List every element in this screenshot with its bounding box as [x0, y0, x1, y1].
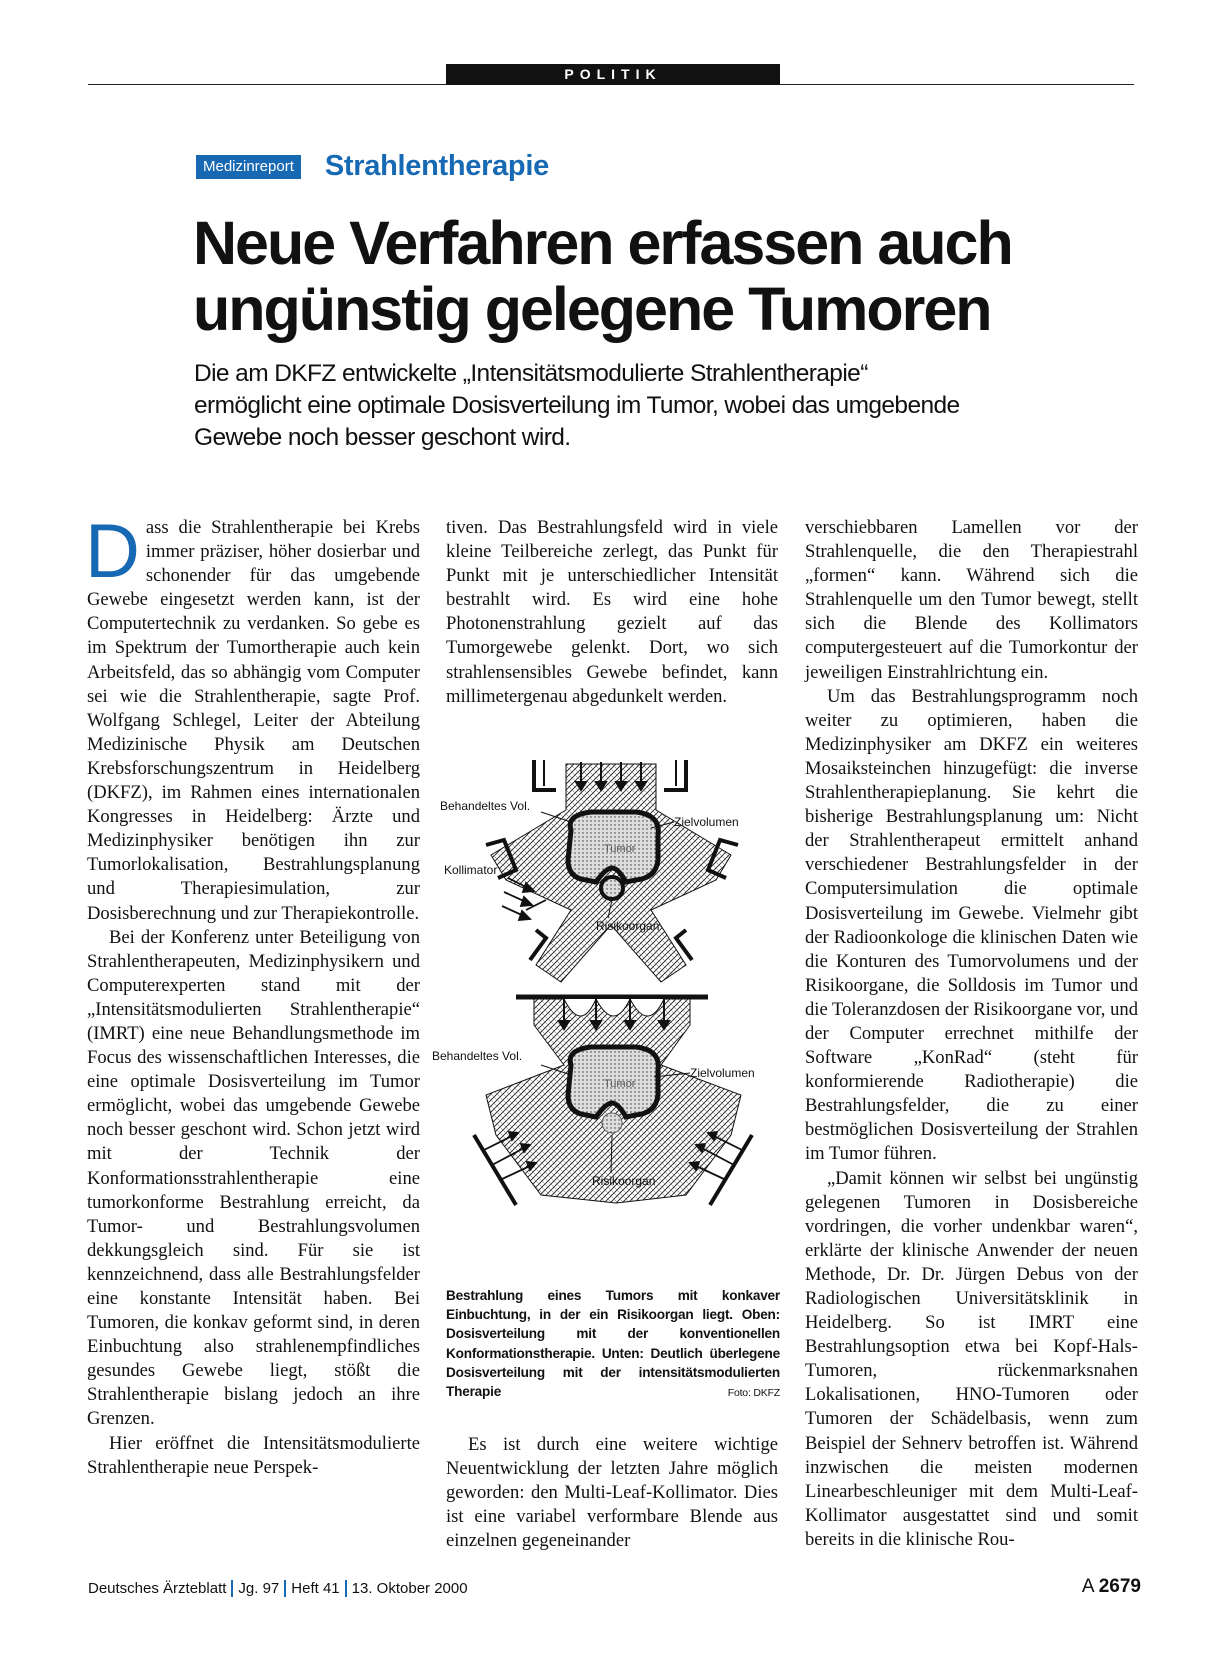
label-risiko-top: Risikoorgan	[596, 919, 660, 933]
article-headline	[193, 210, 1153, 342]
kicker-badge: Medizinreport	[196, 155, 301, 179]
paragraph: Es ist durch eine weitere wichtige Neuentwicklung der letzten Jahre möglich geworden: den Multi-Leaf-Kollimator. Dies ist eine variabel verformbare Blende aus einzelnen gegeneinander	[446, 1434, 778, 1552]
body-column-2-continued	[446, 1433, 778, 1553]
kicker	[196, 150, 549, 183]
page-number-value: 2679	[1098, 1576, 1141, 1597]
footer-separator	[231, 1580, 233, 1597]
label-tumor-bottom: Tumor	[604, 1078, 636, 1090]
page-prefix: A	[1081, 1576, 1094, 1597]
figure-caption	[446, 1286, 780, 1403]
photo-credit: Foto: DKFZ	[727, 1387, 780, 1400]
page-footer	[88, 1580, 468, 1597]
label-tumor-top: Tumor	[604, 843, 636, 855]
article-lead	[194, 358, 1094, 454]
lead-line-3: Gewebe noch besser geschont wird.	[194, 424, 571, 451]
drop-cap: D	[85, 509, 140, 594]
figure-diagram	[432, 760, 780, 1270]
label-behandelt-bottom: Behandeltes Vol.	[432, 1049, 523, 1063]
journal-name: Deutsches Ärzteblatt	[88, 1580, 227, 1597]
paragraph: tiven. Das Bestrahlungsfeld wird in viele kleine Teilbereiche zerlegt, das Punkt für Punkt mit je unterschiedlicher Intensität bestrahlt wird. Es wird eine hohe Photonenstrahlung gezielt auf das Tumorgewebe gelenkt. Dort, wo sich strahlensensibles Gewebe befindet, kann millimetergenau abgedunkelt werden.	[446, 517, 778, 707]
journal-volume: Jg. 97	[238, 1580, 280, 1597]
label-behandelt-top: Behandeltes Vol.	[440, 799, 531, 813]
footer-separator	[284, 1580, 286, 1597]
journal-date: 13. Oktober 2000	[351, 1580, 468, 1597]
paragraph: „Damit können wir selbst bei ungünstig gelegenen Tumoren in Dosisbereiche vordringen, die vorher undenkbar waren“, erklärte der klinische Anwender der neuen Methode, Dr. Dr. Jürgen Debus von der Radiologischen Universitätsklinik in Heidelberg. So ist IMRT eine Bestrahlungsoption etwa bei Kopf-Hals-Tumoren, rückenmarksnahen Lokalisationen, HNO-Tumoren oder Tumoren der Schädelbasis, wenn zum Beispiel der Sehnerv betroffen ist. Während inzwischen die meisten modernen Linearbeschleuniger mit dem Multi-Leaf-Kollimator ausgestattet sind und somit bereits in die klinische Rou-	[805, 1167, 1138, 1550]
paragraph: Hier eröffnet die Intensitätsmodulierte Strahlentherapie neue Perspek-	[87, 1432, 420, 1478]
footer-separator	[345, 1580, 347, 1597]
caption-text: Bestrahlung eines Tumors mit konkaver Einbuchtung, in der ein Risikoorgan liegt. Oben: Dosisverteilung mit der konventionellen Konformationstherapie. Unten: Deutlich überlegene Dosisverteilung mit der intensitätsmodulierten Therapie	[446, 1288, 780, 1400]
label-ziel-bottom: Zielvolumen	[690, 1066, 755, 1080]
diagram-top	[440, 760, 739, 982]
paragraph	[85, 509, 420, 926]
section-label: POLITIK	[446, 64, 780, 85]
paragraph: Um das Bestrahlungsprogramm noch weiter zu optimieren, haben die Medizinphysiker am DKFZ ein weiteres Mosaiksteinchen hinzugefügt: die inverse Strahlentherapieplanung. Sie kehrt die bisherige Bestrahlungsplanung um: Nicht der Strahlentherapeut ermittelt anhand verschiedener Bestrahlungsfelder in der Computersimulation die optimale Dosisverteilung im Gewebe. Vielmehr gibt der Radioonkologe die klinischen Daten wie die Konturen des Tumorvolumens und der Risikoorgane, die Solldosis im Tumor und die Toleranzdosen der Risikoorgane vor, und der Computer errechnet mithilfe der Software „KonRad“ (steht für konformierende Radiotherapie) die Bestrahlungsfelder, die zu einer bestmöglichen Dosisverteilung der Strahlen im Tumor führen.	[805, 685, 1138, 1165]
body-column-2	[446, 516, 778, 709]
label-risiko-bottom: Risikoorgan	[592, 1174, 656, 1188]
label-ziel-top: Zielvolumen	[674, 815, 739, 829]
headline-line-2: ungünstig gelegene Tumoren	[193, 275, 991, 343]
radiation-diagram	[432, 760, 780, 1270]
lead-line-1: Die am DKFZ entwickelte „Intensitätsmodulierte Strahlentherapie“	[194, 360, 868, 387]
kicker-title: Strahlentherapie	[324, 150, 549, 182]
diagram-bottom	[432, 997, 755, 1205]
label-kollimator: Kollimator	[444, 863, 498, 877]
paragraph: Bei der Konferenz unter Beteiligung von Strahlentherapeuten, Medizinphysikern und Computerexperten stand mit der „Intensitätsmodulierten Strahlentherapie“ (IMRT) eine neue Behandlungsmethode im Focus des wissenschaftlichen Interesses, die eine optimale Dosisverteilung im Tumor ermöglicht, wobei das umgebende Gewebe noch besser geschont wird. Schon jetzt wird mit der Technik der Konformationsstrahlentherapie eine tumorkonforme Bestrahlung erreicht, da Tumor- und Bestrahlungsvolumen dekkungsgleich sind. Für sie ist kennzeichnend, dass alle Bestrahlungsfelder eine konstante Intensität haben. Bei Tumoren, die konkav geformt sind, in deren Einbuchtung also strahlenempfindliches gesundes Gewebe liegt, stößt die Strahlentherapie bislang jedoch an ihre Grenzen.	[87, 926, 420, 1430]
paragraph: verschiebbaren Lamellen vor der Strahlenquelle, die den Therapiestrahl „formen“ kann. Während sich die Strahlenquelle um den Tumor bewegt, stellt sich die Blende des Kollimators computergesteuert auf die Tumorkontur der jeweiligen Einstrahlrichtung ein.	[805, 517, 1138, 683]
headline-line-1: Neue Verfahren erfassen auch	[193, 209, 1012, 277]
journal-issue: Heft 41	[291, 1580, 340, 1597]
paragraph-text: ass die Strahlentherapie bei Krebs immer präziser, höher dosierbar und schonender für das umgebende Gewebe eingesetzt werden kann, ist der Computertechnik zu verdanken. So gebe es im Spektrum der Tumortherapie auch kein Arbeitsfeld, das so abhängig vom Computer sei wie die Strahlentherapie, sagte Prof. Wolfgang Schlegel, Leiter der Abteilung Medizinische Physik am Deutschen Krebsforschungszentrum in Heidelberg (DKFZ), im Rahmen eines internationalen Kongresses in Heidelberg: Ärzte und Medizinphysiker benötigen ihn zur Tumorlokalisation, Bestrahlungsplanung und Therapiesimulation, zur Dosisberechnung und zur Therapiekontrolle.	[87, 517, 420, 924]
body-column-1	[85, 509, 420, 1480]
page-number	[1082, 1576, 1141, 1598]
body-column-3	[805, 516, 1138, 1552]
lead-line-2: ermöglicht eine optimale Dosisverteilung im Tumor, wobei das umgebende	[194, 392, 960, 419]
